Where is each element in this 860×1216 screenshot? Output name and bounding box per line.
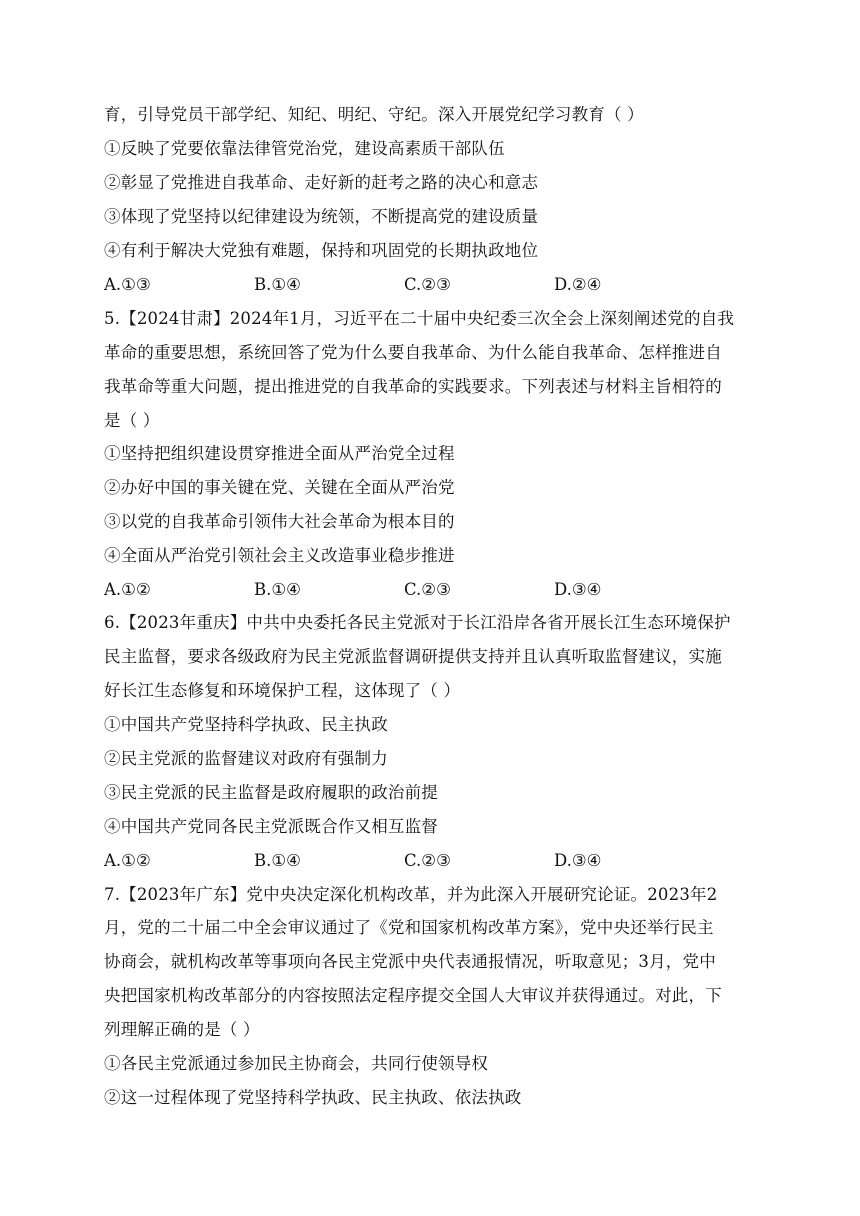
q4-option-a: A.①③ [104,275,151,294]
q6-statement-1: ①中国共产党坚持科学执政、民主执政 [104,715,388,734]
q5-statement-3: ③以党的自我革命引领伟大社会革命为根本目的 [104,512,455,531]
q6-option-b: B.①④ [254,851,301,870]
q5-statement-1: ①坚持把组织建设贯穿推进全面从严治党全过程 [104,444,455,463]
q7-stem-line-3: 协商会，就机构改革等事项向各民主党派中央代表通报情况，听取意见；3月，党中 [104,952,716,971]
q5-statement-4: ④全面从严治党引领社会主义改造事业稳步推进 [104,546,455,565]
q5-stem-line-1: 5.【2024甘肃】2024年1月，习近平在二十届中央纪委三次全会上深刻阐述党的自我 [104,309,735,328]
q4-stem-line: 育，引导党员干部学纪、知纪、明纪、守纪。深入开展党纪学习教育（ ） [104,105,644,124]
q6-statement-4: ④中国共产党同各民主党派既合作又相互监督 [104,817,438,836]
q4-option-b: B.①④ [254,275,301,294]
q4-statement-1: ①反映了党要依靠法律管党治党，建设高素质干部队伍 [104,139,505,158]
q7-statement-1: ①各民主党派通过参加民主协商会，共同行使领导权 [104,1054,489,1073]
q4-options [104,273,764,297]
q4-option-c: C.②③ [404,275,451,294]
q7-stem-line-4: 央把国家机构改革部分的内容按照法定程序提交全国人大审议并获得通过。对此，下 [104,986,722,1005]
q7-stem-line-5: 列理解正确的是（ ） [104,1020,260,1039]
q6-stem-line-2: 民主监督，要求各级政府为民主党派监督调研提供支持并且认真听取监督建议，实施 [104,647,722,666]
q5-option-d: D.③④ [554,580,602,599]
q6-option-a: A.①② [104,851,151,870]
q6-stem-line-1: 6.【2023年重庆】中共中央委托各民主党派对于长江沿岸各省开展长江生态环境保护 [104,613,731,632]
q6-statement-2: ②民主党派的监督建议对政府有强制力 [104,749,388,768]
q5-stem-line-3: 我革命等重大问题，提出推进党的自我革命的实践要求。下列表述与材料主旨相符的 [104,377,722,396]
q6-option-c: C.②③ [404,851,451,870]
q4-statement-4: ④有利于解决大党独有难题，保持和巩固党的长期执政地位 [104,241,539,260]
q5-option-c: C.②③ [404,580,451,599]
q7-stem-line-1: 7.【2023年广东】党中央决定深化机构改革，并为此深入开展研究论证。2023年2 [104,885,718,904]
q5-option-a: A.①② [104,580,151,599]
q5-stem-line-2: 革命的重要思想，系统回答了党为什么要自我革命、为什么能自我革命、怎样推进自 [104,343,722,362]
q7-statement-2: ②这一过程体现了党坚持科学执政、民主执政、依法执政 [104,1088,522,1107]
q6-option-d: D.③④ [554,851,602,870]
q7-stem-line-2: 月，党的二十届二中全会审议通过了《党和国家机构改革方案》，党中央还举行民主 [104,918,714,937]
q4-option-d: D.②④ [554,275,602,294]
q6-stem-line-3: 好长江生态修复和环境保护工程，这体现了（ ） [104,681,461,700]
q4-statement-2: ②彰显了党推进自我革命、走好新的赶考之路的决心和意志 [104,173,539,192]
q5-stem-line-4: 是（ ） [104,411,160,430]
q5-options [104,578,764,602]
q6-statement-3: ③民主党派的民主监督是政府履职的政治前提 [104,783,438,802]
q6-options [104,849,764,873]
q5-statement-2: ②办好中国的事关键在党、关键在全面从严治党 [104,478,455,497]
q5-option-b: B.①④ [254,580,301,599]
q4-statement-3: ③体现了党坚持以纪律建设为统领，不断提高党的建设质量 [104,207,539,226]
